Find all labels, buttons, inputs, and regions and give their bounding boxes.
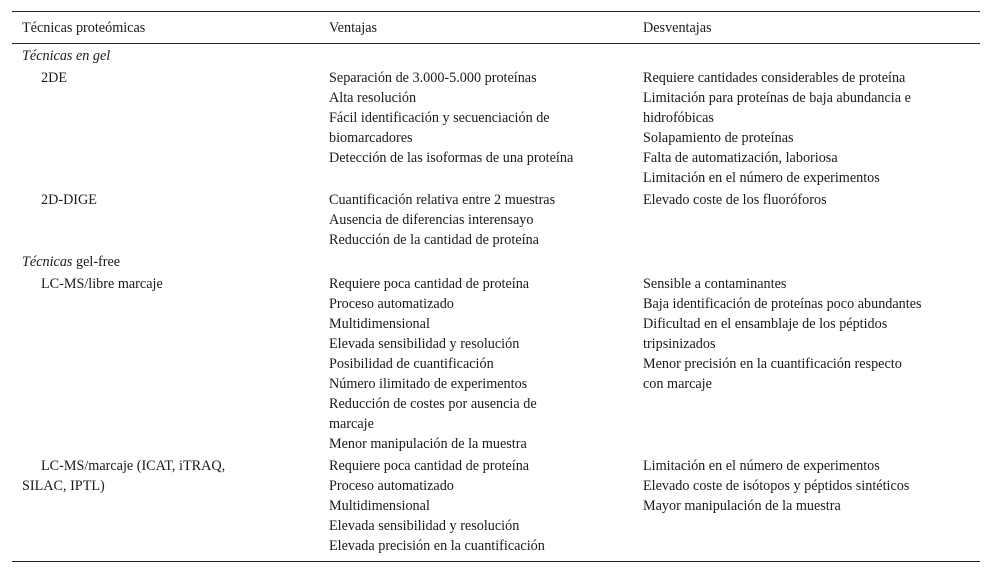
technique-name: LC-MS/libre marcaje [41,276,163,292]
advantage-item: marcaje [329,416,374,432]
advantage-item: Requiere poca cantidad de proteína [329,276,530,292]
advantages-list [329,68,619,168]
technique-cell [22,456,272,496]
disadvantage-item: Limitación en el número de experimentos [643,170,880,186]
advantage-item: Reducción de la cantidad de proteína [329,232,539,248]
header-disadvantages: Desventajas [643,20,712,36]
technique-cell [22,274,272,294]
disadvantage-item: Baja identificación de proteínas poco abundantes [643,296,922,312]
technique-cell [22,190,272,210]
disadvantage-item: Requiere cantidades considerables de proteína [643,70,906,86]
advantage-item: Separación de 3.000-5.000 proteínas [329,70,537,86]
advantage-item: Menor manipulación de la muestra [329,436,527,452]
section-title-italic: Técnicas en gel [22,48,111,64]
disadvantage-item: hidrofóbicas [643,110,714,126]
section-title-gel-free [22,252,120,272]
disadvantage-item: Solapamiento de proteínas [643,130,794,146]
advantage-item: Requiere poca cantidad de proteína [329,458,530,474]
technique-name: 2DE [41,70,68,86]
disadvantage-item: Menor precisión en la cuantificación respecto [643,356,902,372]
table-header [12,12,980,43]
advantages-list [329,274,619,454]
table-bottom-rule [12,561,980,562]
technique-name-continued: SILAC, IPTL) [22,478,105,494]
advantage-item: Cuantificación relativa entre 2 muestras [329,192,556,208]
technique-name: 2D-DIGE [41,192,97,208]
advantage-item: Elevada sensibilidad y resolución [329,518,520,534]
advantage-item: Alta resolución [329,90,417,106]
section-title-italic: Técnicas [22,254,73,270]
disadvantage-item: Limitación para proteínas de baja abundancia e [643,90,911,106]
disadvantages-list [643,68,963,188]
advantage-item: Elevada precisión en la cuantificación [329,538,545,554]
technique-cell [22,68,272,88]
disadvantages-list [643,274,963,394]
advantages-list [329,456,619,556]
section-title-plain: gel-free [72,254,121,270]
proteomics-table [12,11,980,562]
advantage-item: Reducción de costes por ausencia de [329,396,537,412]
header-advantages: Ventajas [329,20,378,36]
disadvantages-list [643,190,963,210]
technique-name: LC-MS/marcaje (ICAT, iTRAQ, [41,458,226,474]
advantage-item: Ausencia de diferencias interensayo [329,212,534,228]
disadvantage-item: con marcaje [643,376,712,392]
advantage-item: biomarcadores [329,130,413,146]
disadvantage-item: Elevado coste de isótopos y péptidos sintéticos [643,478,910,494]
table-body [12,44,980,561]
advantage-item: Proceso automatizado [329,478,454,494]
disadvantage-item: Sensible a contaminantes [643,276,787,292]
disadvantages-list [643,456,963,516]
advantage-item: Detección de las isoformas de una proteína [329,150,574,166]
advantage-item: Posibilidad de cuantificación [329,356,494,372]
disadvantage-item: Limitación en el número de experimentos [643,458,880,474]
header-technique: Técnicas proteómicas [22,20,146,36]
advantage-item: Fácil identificación y secuenciación de [329,110,550,126]
advantage-item: Multidimensional [329,498,430,514]
advantage-item: Número ilimitado de experimentos [329,376,528,392]
disadvantage-item: Mayor manipulación de la muestra [643,498,841,514]
advantage-item: Elevada sensibilidad y resolución [329,336,520,352]
disadvantage-item: Dificultad en el ensamblaje de los péptidos [643,316,888,332]
advantages-list [329,190,619,250]
advantage-item: Multidimensional [329,316,430,332]
disadvantage-item: tripsinizados [643,336,716,352]
disadvantage-item: Elevado coste de los fluoróforos [643,192,827,208]
disadvantage-item: Falta de automatización, laboriosa [643,150,838,166]
advantage-item: Proceso automatizado [329,296,454,312]
section-title-gel [22,46,110,66]
